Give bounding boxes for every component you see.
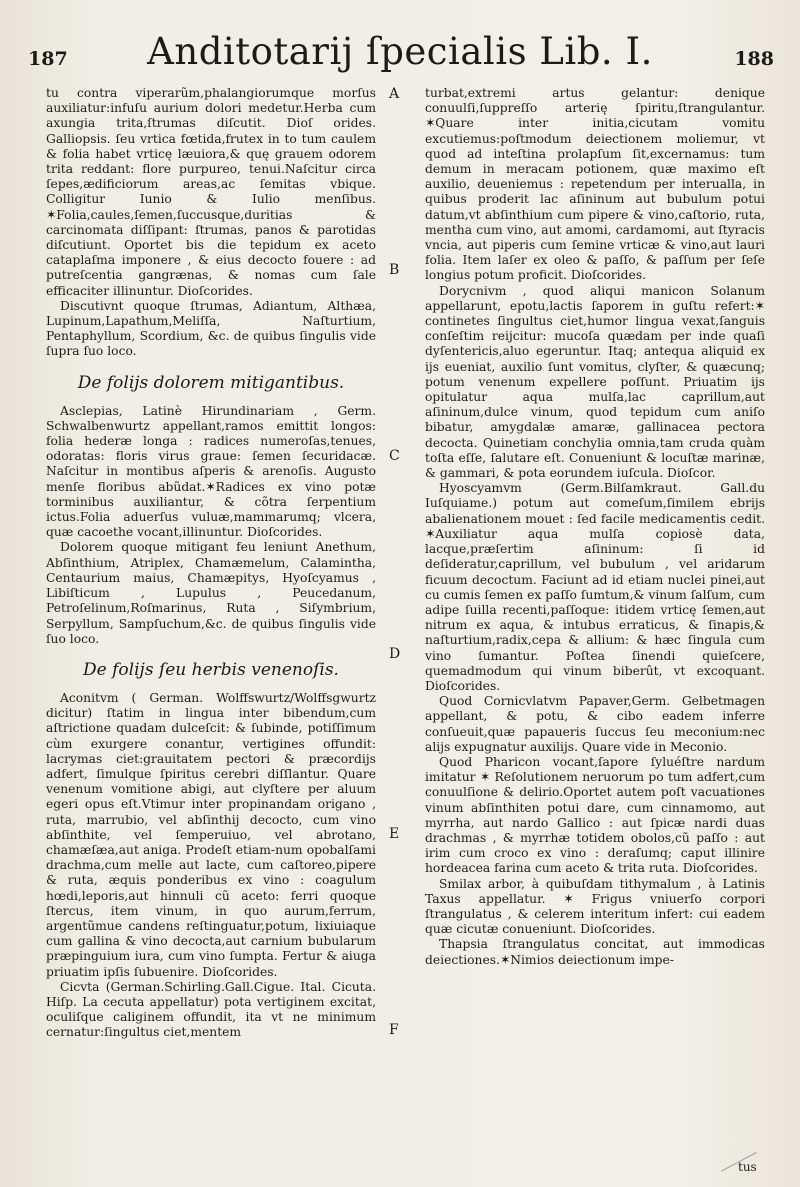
paragraph-papaver: Quod Cornicvlatvm Papaver,Germ. Gelbetmagen appellant, & potu, & cibo eadem inferre conſueuit,quæ papaueris ſuccus ſeu meconium:nec alijs expugnatur auxilijs. Quare vide in Meconio. <box>425 694 765 754</box>
paragraph-galliopsis: tu contra viperarũm,phalangiorumque morſus auxiliatur:infuſu aurium dolori medetur.Herba cum axungia trita,ſtrumas diſcutit. Dioſ orides. Galliopsis. ſeu vrtica fœtida,frutex in to tum caulem & folia habet vrticę læuiora,& quę grauem odorem trita reddant: flore purpureo, tenui.Naſcitur circa ſepes,ædificiorum areas,ac ſemitas vbique. Colligitur Iunio & Iulio menſibus. ✶Folia,caules,ſemen,ſuccusque,duritias & carcinomata diſſipant: ſtrumas, panos & parotidas diſcutiunt. Oportet bis die tepidum ex aceto cataplaſma imponere , & eius decocto fouere : ad putreſcentia gangrænas, & nomas cum ſale efficaciter illinuntur. Dioſcorides. <box>46 86 376 298</box>
paragraph-smilax: Smilax arbor, à quibuſdam tithymalum , à Latinis Taxus appellatur. ✶ Frigus vniuerſo corpori ſtrangulatus , & celerem interitum infert: cui eadem quæ cicutæ conueniunt. Dioſcorides. <box>425 876 765 937</box>
margin-letter-c: C <box>389 448 400 464</box>
paragraph-asclepias: Asclepias, Latinè Hirundinariam , Germ. Schwalbenwurtz appellant,ramos emittit longos: folia hederæ longa : radices numeroſas,tenues, odoratas: floris virus graue: ſemen ſecuridacæ. Naſcitur in montibus aſperis & arenoſis. Augusto menſe floribus abũdat.✶Radices ex vino potæ torminibus auxiliantur, & cõtra ſerpentium ictus.Folia aduerſus vuluæ,mammarumq; vlcera, quæ cacoethe vocant,illinuntur. Dioſcorides. <box>46 403 376 540</box>
section-heading-dolorem: De folijs dolorem mitigantibus. <box>77 372 345 393</box>
paragraph-dolorem: Dolorem quoque mitigant feu leniunt Anethum, Abſinthium, Atriplex, Chamæmelum, Calamintha, Centaurium maius, Chamæpitys, Hyoſcyamus , Libiſticum , Lupulus , Peucedanum, Petroſelinum,Roſmarinus, Ruta , Siſymbrium, Serpyllum, Sampſuchum,&c. de quibus ſingulis vide ſuo loco. <box>46 540 376 646</box>
margin-letter-f: F <box>389 1022 399 1038</box>
paragraph-thapsia: Thapsia ſtrangulatus concitat, aut immodicas deiectiones.✶Nimios deiectionum impe- <box>425 937 765 967</box>
margin-letter-e: E <box>389 826 400 842</box>
left-column <box>46 86 376 1041</box>
page-header <box>18 30 782 90</box>
page-number-left: 187 <box>28 48 68 70</box>
margin-letter-a: A <box>389 86 400 102</box>
section-heading-venenosis: De folijs ſeu herbis venenoſis. <box>83 659 339 680</box>
paragraph-aconitum: Aconitvm ( German. Wolffswurtz/Wolffsgwurtz dicitur) ſtatim in lingua inter bibendum,cum aſtrictione quadam dulceſcit: & ſubinde, potiſſimum cùm exurgere conantur, vertigines offundit: lacrymas ciet:grauitatem pectori & præcordijs adfert, ſimulque ſpiritus cerebri diſſlantur. Quare venenum vomitione abigi, aut clyſtere per aluum egeri opus eſt.Vtimur inter propinandam origano , ruta, marrubio, vel abſinthij decocto, cum vino abſinthite, vel ſemperuiuo, vel abrotano, chamæſæa,aut aniga. Prodeſt etiam-num opobalſami drachma,cum melle aut lacte, cum caſtoreo,pipere & ruta, æquis ponderibus ex vino : coagulum hœdi,leporis,aut hinnuli cũ aceto: ferri quoque ſtercus, item vinum, in quo aurum,ferrum, argentũmue candens reſtinguatur,potum, lixiuiaque cum gallina & vino decocta,aut carnium bubularum præpinguium iura, cum vino ſumpta. Fertur & aiuga priuatim ipſis ſubuenire. Dioſcorides. <box>46 690 376 979</box>
paragraph-cicuta-cont: turbat,extremi artus gelantur: denique conuulſi,ſuppreſſo arterię ſpiritu,ſtrangulantur. ✶Quare inter initia,cicutam vomitu excutiemus:poſtmodum deiectionem moliemur, vt quod ad inteſtina prolapſum ſit,excernamus: tum demum in meracam potionem, quæ maximo eſt auxilio, deueniemus : repetendum per interualla, in quibus proderit lac aſininum aut bubulum potui datum,vt abſinthium cum pipere & vino,caſtorio, ruta, mentha cum vino, aut amomi, cardamomi, aut ſtyracis vncia, aut piperis cum ſemine vrticæ & vino,aut lauri folia. Item laſer ex oleo & paſſo, & paſſum per ſeſe longius potum proficit. Dioſcorides. <box>425 86 765 283</box>
margin-letter-d: D <box>389 646 401 662</box>
paragraph-cicuta: Cicvta (German.Schirling.Gall.Cigue. Ital. Cicuta. Hiſp. La cecuta appellatur) pota vertiginem excitat, oculiſque caliginem offundit, ita vt ne minimum cernatur:ſingultus ciet,mentem <box>46 979 376 1040</box>
page-number-right: 188 <box>734 48 774 70</box>
paragraph-pharicon: Quod Pharicon vocant,ſapore ſyluéſtre nardum imitatur ✶ Reſolutionem neruorum po tum adfert,cum conuulſione & delirio.Oportet autem poſt vacuationes vinum abſinthiten potui dare, cum cinnamomo, aut myrrha, aut nardo Gallico : aut ſpicæ nardi duas drachmas , & myrrhæ totidem obolos,cũ paſſo : aut irim cum croco ex vino : deraſumq; caput illinire hordeacea farina cum aceto & trita ruta. Dioſcorides. <box>425 754 765 876</box>
paragraph-dorycnium: Dorycnivm , quod aliqui manicon Solanum appellarunt, epotu,lactis ſaporem in guſtu refert:✶ continetes ſingultus ciet,humor lingua vexat,ſanguis conſeſtim reijcitur: mucoſa quædam per inde quaſi dyſentericis,aluo egeruntur. Itaq; antequa aliquid ex ijs eueniat, auxilio ſunt vomitus, clyſter, & quæcunq; potum venenum expellere poſſunt. Priuatim ijs opitulatur aqua mulſa,lac caprillum,aut aſininum,dulce vinum, quod tepidum cum aniſo bibatur, amygdalæ amaræ, gallinacea pectora decocta. Quinetiam conchylia omnia,tam cruda quàm toſta eſſe, ſalutare eſt. Conueniunt & locuſtæ marinæ, & gammari, & pota eorundem iuſcula. Dioſcor. <box>425 283 765 481</box>
right-column <box>425 86 765 968</box>
paragraph-hyoscyamum: Hyoscyamvm (Germ.Bilſamkraut. Gall.du Iuſquiame.) potum aut comeſum,ſimilem ebrijs abalienationem mouet : ſed facile medicamentis cedit. ✶Auxiliatur aqua mulſa copiosè data, lacque,præſertim aſininum: ſi id deſideratur,caprillum, vel bubulum , vel aridarum ficuum decoctum. Faciunt ad id etiam nuclei pinei,aut cu cumis ſemen ex paſſo ſumtum,& vinum ſalſum, cum adipe ſuilla recenti,paſſoque: itidem vrticę ſemen,aut nitrum ex aqua, & intubus erraticus, & ſinapis,& naſturtium,radix,cepa & allium: & hæc ſingula cum vino ſumantur. Poſtea ſinendi quieſcere, quemadmodum qui vinum biberût, vt excoquant. Dioſcorides. <box>425 481 765 693</box>
margin-letter-b: B <box>389 262 400 278</box>
catchword: tus <box>738 1160 757 1174</box>
paragraph-discutiunt: Discutivnt quoque ſtrumas, Adiantum, Althæa, Lupinum,Lapathum,Meliſſa, Naſturtium, Pentaphyllum, Scordium, &c. de quibus ſingulis vide ſupra ſuo loco. <box>46 298 376 359</box>
running-title: Anditotarij ſpecialis Lib. I. <box>147 30 653 73</box>
